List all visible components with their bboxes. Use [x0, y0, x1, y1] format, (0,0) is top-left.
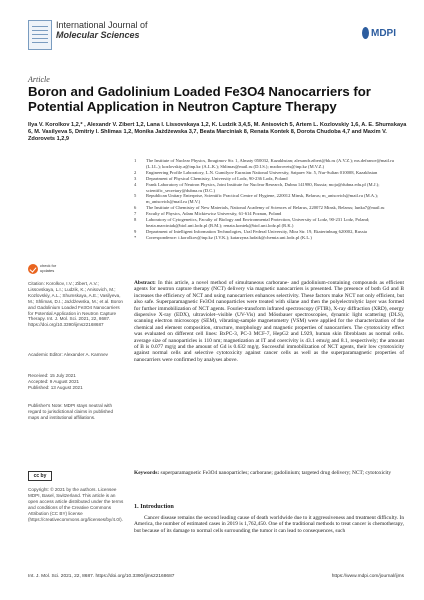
footer-journal-link[interactable]: https://www.mdpi.com/journal/ijms [331, 574, 404, 579]
affiliation: 8 Laboratory of Cytogenetics, Faculty of Biology and Environmental Protection, University of Lodz, 90-231 Lodz, Poland; beata.marciniak@biol.uni.lodz.pl (B.M.); renata.kontek@biol.uni.lodz.pl (R.K.) [134, 217, 370, 228]
article-type: Article [28, 75, 50, 84]
section-heading: 1. Introduction [134, 503, 174, 510]
mdpi-mark-icon [362, 27, 369, 39]
cc-license-icon[interactable]: cc by [28, 471, 52, 481]
abstract-label: Abstract: [134, 280, 156, 286]
keywords-label: Keywords: [134, 470, 160, 476]
affiliation: 5 Republican Unitary Enterprise, Scientific Practical Centre of Hygiene, 220012 Minsk, Belarus; m_anisovich@mail.ru (M.A.); m_anisovich@mail.ru (M.V.) [134, 193, 379, 205]
article-title: Boron and Gadolinium Loaded Fe3O4 Nanocarriers for Potential Application in Neutron Capture Therapy [28, 84, 371, 114]
affiliation: 1 The Institute of Nuclear Physics, Ibragimov Str. 1, Almaty 050032, Kazakhstan; alexandr.zibert@bk.ru (A.V.Z.); ms.defrance@mail.ru (L.I.L.); kozlovskiy.a@inp.kz (A.L.K.); Shlimas@mail.ru (D.I.S.); mzdorovets@inp.kz (M.V.Z.) [134, 158, 394, 169]
affiliation: 9 Department of Intelligent Information Technologies, Ural Federal University, Mira Str. 19, Ekaterinburg 620002, Russia [134, 228, 367, 234]
check-updates-badge[interactable]: check for updates [28, 261, 60, 277]
affiliation: 2 Engineering Profile Laboratory, L.N. Gumilyov Eurasian National University, Satpaev Str. 5, Nur-Sultan 010008, Kazakhstan [134, 169, 378, 175]
affiliations [134, 158, 400, 241]
publication-dates: Received: 15 July 2021 Accepted: 9 August 2021 Published: 13 August 2021 [28, 373, 83, 390]
keywords [134, 470, 404, 476]
abstract [134, 280, 404, 363]
affiliation: 3 Department of Physical Chemistry, University of Lodz, 90-236 Lodz, Poland [134, 175, 288, 181]
abstract-text: In this article, a novel method of simultaneous carborane- and gadolinium-containing compounds as efficient agents for neutron capture therapy (NCT) delivery via magnetic nanocarriers is presented. The presence of both Gd and B increases the efficiency of NCT and using nanocarriers enhances selectivity. These factors make NCT not only efficient, but also safe. Superparamagnetic Fe3O4 nanoparticles were treated with silane and then the polyelectrolytic layer was formed for further immobilization of NCT agents. Fourier-transform infrared spectroscopy (FTIR), X-ray diffraction (XRD), energy dispersive X-ray (EDX), ultraviolet–visible (UV-Vis) and Mössbauer spectroscopies, dynamic light scattering (DLS), scanning electron microscopy (SEM), vibrating-sample magnetometry (VSM) were applied for the characterization of the chemical and element composition, structure, morphology and magnetic properties of nanocarriers. The cytotoxicity effect was evaluated on different cell lines: BxPC-3, PC-3 MCF-7, HepG2 and L929, human skin fibroblasts as normal cells. average size of nanoparticles is 110 nm; magnetization at IT and coercivity is 43.1 emu/g and 8.1, respectively; the amount of B is 0.077 mg/g and the amount of Gd is 0.632 mg/g. Successful immobilization of NCT agents, their low cytotoxicity against normal cells and selective cytotoxicity against cancer cells as well as the superparamagnetic properties of nanocarriers were confirmed by analyses above. [134, 280, 404, 363]
affiliation: 4 Frank Laboratory of Neutron Physics, Joint Institute for Nuclear Research, Dubna 141980, Russia; moja@dubna.edu.pl (M.J.); scientific_secretary@dubna.ru (D.C.) [134, 181, 380, 193]
journal-name: International Journal of Molecular Sciences [56, 20, 148, 40]
keywords-text: superparamagnetic Fe3O4 nanoparticles; carborane; gadolinium; targeted drug delivery; NCT; cytotoxicity [160, 470, 392, 476]
intro-paragraph: Cancer disease remains the second leading cause of death worldwide due to it aggressiveness and treatment difficulty. In America, the number of estimated cases in 2019 is 1,762,450. One of the traditional methods to treat cancer is chemotherapy, but because of its damage to normal cells surrounding the tumor it can lead to consequences, such [134, 515, 405, 534]
footer-citation[interactable]: Int. J. Mol. Sci. 2021, 22, 8687. https://doi.org/10.3390/ijms22168687 [28, 574, 175, 579]
affiliation: 7 Faculty of Physics, Adam Mickiewicz University, 61-614 Poznan, Poland [134, 211, 282, 217]
citation[interactable]: Citation: Korolkov, I.V.; Zibert, A.V.; Lissovskaya, L.I.; Ludzik, K.; Anisovich, M.; Kozlovskiy, A.L.; Shumskaya, A.E.; Vasilyeva, M.; Shlimas, D.I.; Jażdżewska, M.; et al. Boron and Gadolinium Loaded Fe3O4 Nanocarriers for Potential Application in Neutron Capture Therapy. Int. J. Mol. Sci. 2021, 22, 8687. https://doi.org/10.3390/ijms22168687 [28, 281, 123, 328]
academic-editor: Academic Editor: Alexander A. Kamnev [28, 352, 108, 357]
check-updates-icon [28, 264, 38, 274]
author-list: Ilya V. Korolkov 1,2,* , Alexandr V. Zibert 1,2, Lana I. Lissovskaya 1,2, K. Ludzik 3,4,5, M. Anisovich 5, Artem L. Kozlovskiy 1,6, A. E. Shumskaya 6, M. Vasilyeva 5, Dmitriy I. Shlimas 1,2, Monika Jażdżewska 3,7, Beata Marciniak 8, Renata Kontek 8, Dorota Chudoba 4,7 and Maxim V. Zdorovets 1,2,9 [28, 122, 407, 143]
page-footer [28, 574, 404, 579]
publisher-note: Publisher's Note: MDPI stays neutral with regard to jurisdictional claims in published maps and institutional affiliations. [28, 403, 114, 420]
copyright: Copyright: © 2021 by the authors. Licensee MDPI, Basel, Switzerland. This article is an open access article distributed under the terms and conditions of the Creative Commons Attribution (CC BY) license (https://creativecommons.org/licenses/by/4.0/). [28, 487, 124, 522]
mdpi-logo[interactable]: MDPI [362, 24, 396, 42]
journal-logo [28, 20, 52, 50]
affiliation: 6 The Institute of Chemistry of New Materials, National Academy of Sciences of Belarus, 220072 Minsk, Belarus; lunka7@mail.ru [134, 205, 385, 211]
correspondence: * Correspondence: i.korolkov@inp.kz (I.V.K.); katarzyna.ludzik@chemia.uni.lodz.pl (K.L.) [134, 234, 312, 240]
